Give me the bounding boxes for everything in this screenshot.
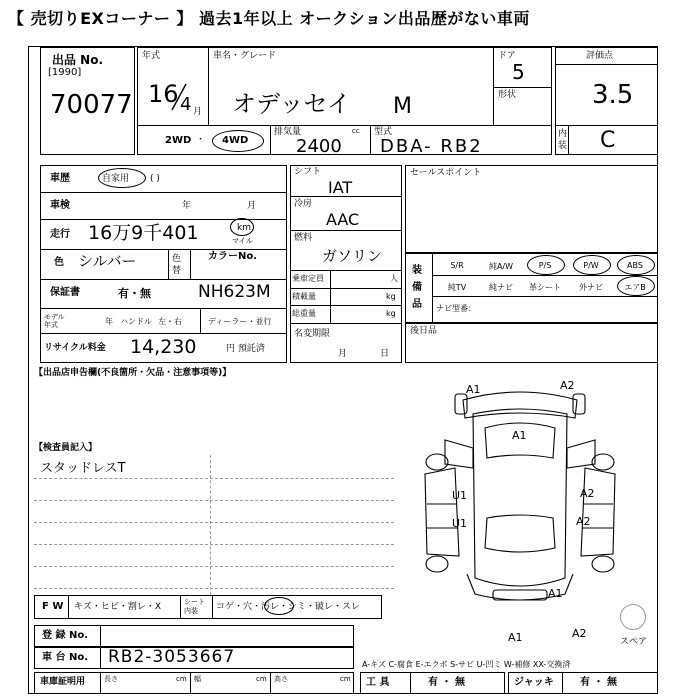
- gross-label: 総重量: [292, 309, 316, 318]
- ac-label: 冷房: [294, 199, 313, 209]
- warranty-value: 有・無: [118, 287, 151, 300]
- nav-label: ナビ型番：: [436, 304, 476, 313]
- name-change-day: 日: [380, 349, 390, 359]
- attached-box: [405, 323, 658, 363]
- damage-mark: A1: [548, 587, 563, 600]
- cert-label: 車庫証明用: [40, 677, 86, 687]
- capacity-label: 乗車定員: [292, 274, 324, 283]
- seller-notes-label: 【出品店申告欄(不良箇所・欠品・注意事項等)】: [34, 368, 232, 378]
- cert-width: 幅: [194, 675, 201, 683]
- recycle-label: リサイクル料金: [44, 343, 106, 353]
- score-value: 3.5: [592, 80, 634, 110]
- drive-2wd: 2WD: [165, 135, 192, 146]
- reg-label: 登 録 No.: [42, 630, 89, 641]
- equip-option-r1-3: P/W: [583, 261, 599, 270]
- banner-title: 【 売切りEXコーナー 】 過去1年以上 オークション出品歴がない車両: [8, 9, 530, 28]
- displacement-value: 2400: [296, 136, 342, 157]
- seat-items: コゲ・穴・汚レ・シミ・破レ・スレ: [216, 602, 361, 612]
- model-value: DBA- RB2: [380, 136, 483, 157]
- equip-option-r2-3: 外ナビ: [579, 283, 603, 292]
- sales-box: [405, 165, 658, 253]
- jack-value: 有 ・ 無: [580, 677, 617, 688]
- grade-value: M: [393, 94, 412, 119]
- inspection-label: 車検: [50, 200, 70, 211]
- equip-option-r2-circle-4: [617, 276, 655, 296]
- equip-option-r1-circle-2: [527, 255, 565, 275]
- color-no-value: NH623M: [198, 282, 271, 302]
- inspector-label: 【検査員記入】: [34, 443, 98, 453]
- inspection-month: 月: [247, 201, 257, 211]
- damage-mark: U1: [452, 517, 468, 530]
- tools-label: 工 具: [366, 677, 390, 688]
- cert-length: 長さ: [104, 675, 118, 683]
- recycle-value: 14,230: [130, 336, 197, 358]
- jack-label: ジャッキ: [514, 677, 554, 688]
- cert-height: 高さ: [274, 675, 288, 683]
- seat-label: シート内装: [184, 598, 205, 615]
- shift-value: IAT: [328, 178, 353, 197]
- interior-value: C: [600, 128, 616, 153]
- inspection-year: 年: [182, 201, 192, 211]
- year-value: 16: [148, 80, 179, 108]
- capacity-persons: 人: [390, 274, 398, 283]
- score-label: 評価点: [586, 51, 614, 61]
- chassis-value: RB2-3053667: [108, 647, 236, 667]
- inspector-note: スタッドレスT: [40, 461, 126, 476]
- color-value: シルバー: [78, 252, 137, 270]
- fuel-value: ガソリン: [322, 247, 383, 265]
- model-label: 型式: [374, 127, 393, 137]
- tools-value: 有 ・ 無: [428, 677, 465, 688]
- handle-value: 左・右: [158, 317, 182, 326]
- shift-label: シフト: [294, 167, 322, 177]
- equip-option-r2-4: エアB: [624, 283, 646, 292]
- damage-mark: A2: [580, 487, 595, 500]
- equip-option-r2-2: 革シート: [529, 283, 561, 292]
- year-label: 年式: [142, 51, 161, 61]
- drive-4wd: 4WD: [222, 135, 249, 146]
- fw-items: キズ・ヒビ・割レ・X: [74, 602, 161, 612]
- color-change-label: 色替: [172, 254, 182, 276]
- fw-label: F W: [42, 601, 64, 612]
- displacement-cc: cc: [352, 127, 360, 135]
- load-kg: kg: [386, 292, 396, 301]
- door-label: ドア: [498, 51, 516, 61]
- name-change-month: 月: [338, 349, 348, 359]
- month-value: 4: [180, 94, 192, 115]
- cert-length-cm: cm: [176, 675, 187, 683]
- cert-width-cm: cm: [256, 675, 267, 683]
- equip-option-r2-0: 純TV: [447, 283, 467, 292]
- equip-option-r1-0: S/R: [450, 261, 464, 270]
- history-value: 自家用: [102, 174, 130, 184]
- equip-label: 装備品: [412, 265, 422, 310]
- spare-label: スペア: [620, 637, 648, 647]
- sales-label: セールスポイント: [410, 168, 482, 178]
- history-paren: ( ): [150, 174, 160, 184]
- ac-value: AAC: [326, 210, 360, 229]
- damage-mark: U1: [452, 489, 468, 502]
- displacement-label: 排気量: [274, 127, 302, 137]
- shape-label: 形状: [498, 90, 517, 100]
- door-value: 5: [512, 60, 525, 84]
- warranty-label: 保証書: [50, 287, 80, 298]
- mileage-label: 走行: [50, 229, 70, 240]
- handle-label: ハンドル: [120, 317, 152, 326]
- mileage-km-circle: [230, 218, 254, 236]
- chassis-label: 車 台 No.: [42, 652, 89, 663]
- mileage-km: km: [237, 223, 251, 233]
- load-label: 積載量: [292, 292, 316, 301]
- mileage-value: 16万9千401: [88, 222, 199, 244]
- interior-label: 内装: [558, 129, 568, 151]
- lot-bracket: [1990]: [48, 67, 82, 78]
- name-change-label: 名変期限: [294, 329, 331, 339]
- lot-label: 出品 No.: [52, 53, 104, 67]
- gross-kg: kg: [386, 309, 396, 318]
- history-circle: [98, 168, 146, 188]
- model-year-label: モデル年式: [44, 313, 65, 329]
- damage-mark: A1: [512, 429, 527, 442]
- damage-mark: A2: [560, 379, 575, 392]
- equip-option-r1-2: P/S: [538, 261, 552, 270]
- dealer-label: ディーラー・並行: [208, 317, 272, 326]
- history-label: 車歴: [50, 173, 70, 184]
- equip-option-r1-circle-3: [573, 255, 611, 275]
- attached-label: 後日品: [410, 326, 438, 336]
- color-no-label: カラーNo.: [208, 251, 258, 262]
- fuel-label: 燃料: [294, 233, 313, 243]
- damage-mark: A2: [576, 515, 591, 528]
- month-suffix: 月: [193, 107, 203, 117]
- equip-option-r2-1: 純ナビ: [489, 283, 513, 292]
- recycle-unit: 円 預託済: [226, 344, 265, 354]
- damage-mark: A1: [466, 383, 481, 396]
- drive-4wd-circle: [212, 130, 264, 152]
- lot-number: 70077: [50, 90, 133, 120]
- damage-legend: A-キズ C-腐食 E-エクボ S-サビ U-凹ミ W-補修 XX-交換済: [362, 660, 571, 669]
- equip-option-r1-circle-4: [617, 255, 655, 275]
- mileage-mile: マイル: [232, 237, 253, 245]
- damage-mark: A1: [508, 631, 523, 644]
- name-label: 車名・グレード: [213, 51, 277, 61]
- spare-tire-icon: [620, 604, 646, 630]
- cert-height-cm: cm: [340, 675, 351, 683]
- damage-mark: A2: [572, 627, 587, 640]
- name-value: オデッセイ: [232, 90, 351, 118]
- equip-option-r1-4: ABS: [627, 261, 643, 270]
- model-year-year: 年: [105, 317, 113, 326]
- color-label: 色: [54, 257, 64, 268]
- equip-option-r1-1: 純A/W: [488, 262, 514, 271]
